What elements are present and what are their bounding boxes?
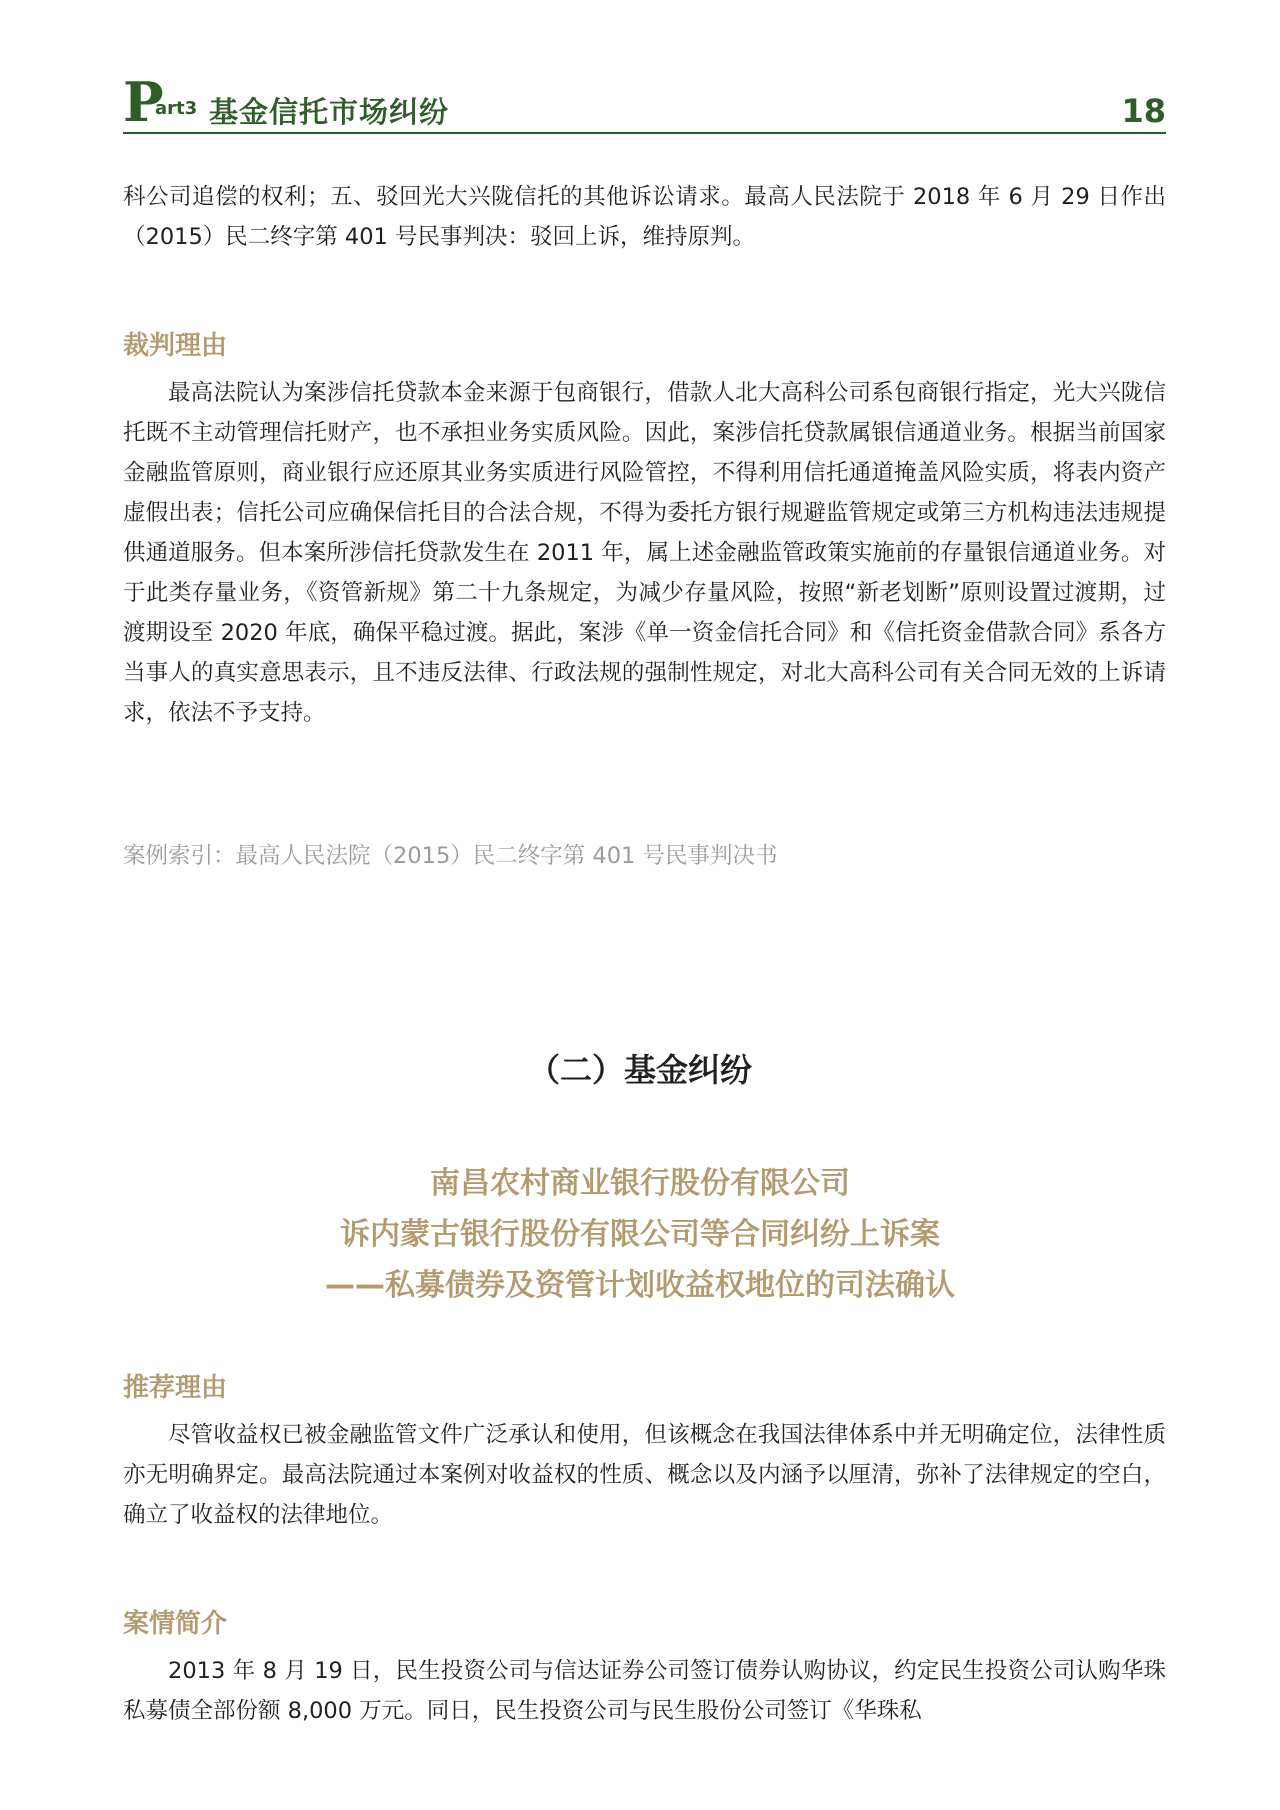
reasoning-text: 最高法院认为案涉信托贷款本金来源于包商银行，借款人北大高科公司系包商银行指定，光大兴陇信托既不主动管理信托财产，也不承担业务实质风险。因此，案涉信托贷款属银信通道业务。根据当前国家金融监管原则，商业银行应还原其业务实质进行风险管控，不得利用信托通道掩盖风险实质，将表内资产虚假出表；信托公司应确保信托目的合法合规，不得为委托方银行规避监管规定或第三方机构违法违规提供通道服务。但本案所涉信托贷款发生在 2011 年，属上述金融监管政策实施前的存量银信通道业务。对于此类存量业务，《资管新规》第二十九条规定，为减少存量风险，按照“新老划断”原则设置过渡期，过渡期设至 2020 年底，确保平稳过渡。据此，案涉《单一资金信托合同》和《信托资金借款合同》系各方当事人的真实意思表示，且不违反法律、行政法规的强制性规定，对北大高科公司有关合同无效的上诉请求，依法不予支持。 <box>123 380 1166 726</box>
case-title-line-1: 南昌农村商业银行股份有限公司 <box>430 1166 850 1201</box>
part-letter: P <box>123 70 164 134</box>
case-title-line-3: ——私募债券及资管计划收益权地位的司法确认 <box>325 1268 955 1303</box>
case-title <box>0 1158 1280 1311</box>
case-title-line-2: 诉内蒙古银行股份有限公司等合同纠纷上诉案 <box>340 1217 940 1252</box>
page-header <box>123 72 1166 134</box>
recommendation-heading: 推荐理由 <box>123 1373 228 1403</box>
reasoning-heading: 裁判理由 <box>123 331 228 361</box>
case-index: 案例索引：最高人民法院（2015）民二终字第 401 号民事判决书 <box>123 843 778 869</box>
recommendation-text: 尽管收益权已被金融监管文件广泛承认和使用，但该概念在我国法律体系中并无明确定位，法律性质亦无明确界定。最高法院通过本案例对收益权的性质、概念以及内涵予以厘清，弥补了法律规定的空白，确立了收益权的法律地位。 <box>123 1422 1166 1528</box>
page-number: 18 <box>1121 92 1166 130</box>
part-number: art3 <box>155 98 198 119</box>
case-summary-heading: 案情简介 <box>123 1609 228 1639</box>
intro-paragraph: 科公司追偿的权利；五、驳回光大兴陇信托的其他诉讼请求。最高人民法院于 2018 年 6 月 29 日作出（2015）民二终字第 401 号民事判决：驳回上诉，维持原判。 <box>123 184 1166 250</box>
section-title: （二）基金纠纷 <box>527 1051 752 1089</box>
part-title: 基金信托市场纠纷 <box>209 95 450 129</box>
case-summary-text: 2013 年 8 月 19 日，民生投资公司与信达证券公司签订债券认购协议，约定民生投资公司认购华珠私募债全部份额 8,000 万元。同日，民生投资公司与民生股份公司签订《华珠私 <box>123 1658 1166 1724</box>
